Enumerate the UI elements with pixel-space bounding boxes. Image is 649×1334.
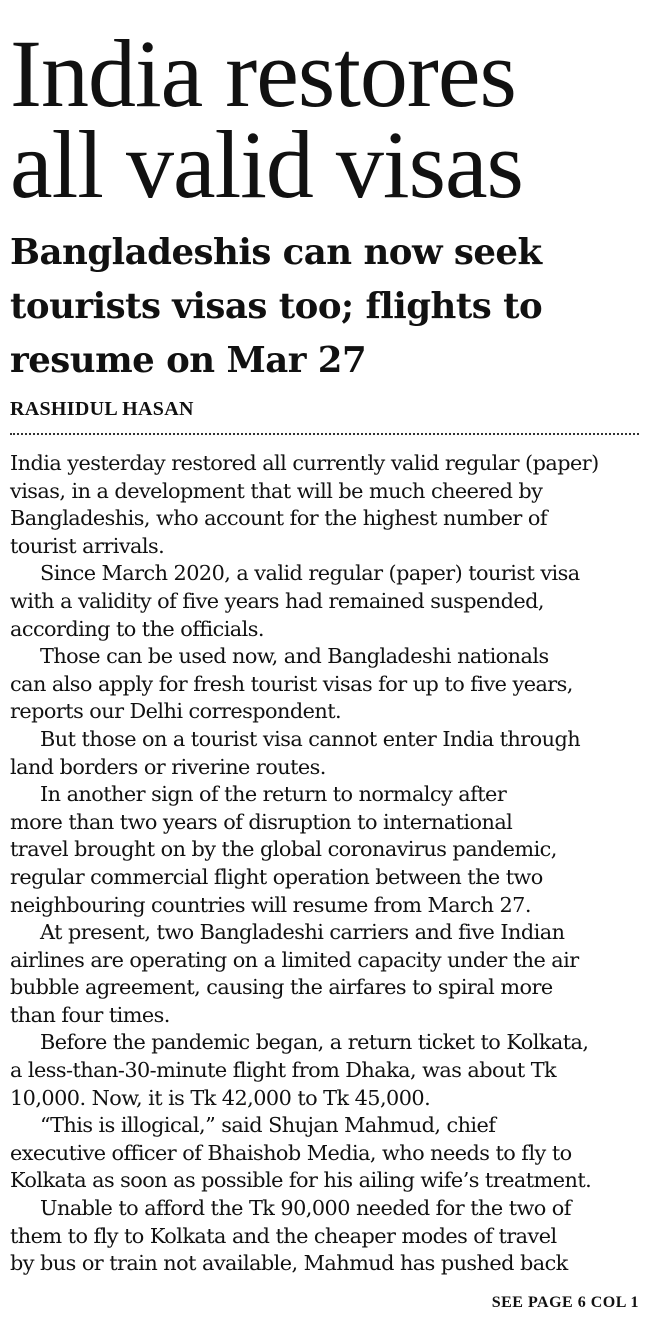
- subheadline: [10, 226, 649, 388]
- paragraph-line: a less-than-30-minute flight from Dhaka, was about Tk: [10, 1058, 557, 1083]
- paragraph-line: airlines are operating on a limited capacity under the air: [10, 947, 579, 972]
- paragraph-line: reports our Delhi correspondent.: [10, 699, 342, 724]
- article-paragraph: [10, 450, 639, 560]
- headline-line: India restores: [10, 20, 516, 127]
- subheadline-line: tourists visas too; flights to: [10, 286, 543, 327]
- paragraph-line: more than two years of disruption to international: [10, 809, 513, 834]
- paragraph-line: according to the officials.: [10, 616, 264, 641]
- paragraph-line: Bangladeshis, who account for the highest number of: [10, 506, 547, 531]
- article-paragraph: [10, 726, 639, 781]
- continued-on-label: SEE PAGE 6 COL 1: [491, 1294, 639, 1311]
- paragraph-line: Kolkata as soon as possible for his ailing wife’s treatment.: [10, 1168, 592, 1193]
- paragraph-line: tourist arrivals.: [10, 533, 165, 558]
- paragraph-line: visas, in a development that will be much cheered by: [10, 478, 543, 503]
- subheadline-line: resume on Mar 27: [10, 340, 367, 381]
- dotted-divider: [10, 433, 639, 435]
- paragraph-line: Since March 2020, a valid regular (paper) tourist visa: [40, 561, 580, 586]
- paragraph-line: Those can be used now, and Bangladeshi nationals: [40, 644, 549, 669]
- paragraph-line: But those on a tourist visa cannot enter India through: [40, 726, 581, 751]
- paragraph-line: by bus or train not available, Mahmud has pushed back: [10, 1251, 568, 1276]
- paragraph-line: than four times.: [10, 1002, 170, 1027]
- paragraph-line: neighbouring countries will resume from March 27.: [10, 892, 531, 917]
- subheadline-line: Bangladeshis can now seek: [10, 232, 542, 273]
- byline: RASHIDUL HASAN: [10, 398, 194, 420]
- paragraph-line: travel brought on by the global coronavirus pandemic,: [10, 837, 557, 862]
- paragraph-line: India yesterday restored all currently valid regular (paper): [10, 451, 599, 475]
- article-paragraph: [10, 1195, 639, 1278]
- paragraph-line: can also apply for fresh tourist visas for up to five years,: [10, 671, 573, 696]
- article-body: [10, 450, 639, 1278]
- article-paragraph: [10, 643, 639, 726]
- article-paragraph: [10, 1029, 639, 1112]
- paragraph-line: “This is illogical,” said Shujan Mahmud, chief: [40, 1113, 496, 1138]
- article-paragraph: [10, 560, 639, 643]
- paragraph-line: executive officer of Bhaishob Media, who needs to fly to: [10, 1140, 572, 1165]
- article-paragraph: [10, 919, 639, 1029]
- headline-line: all valid visas: [10, 111, 523, 218]
- paragraph-line: with a validity of five years had remained suspended,: [10, 588, 544, 613]
- paragraph-line: At present, two Bangladeshi carriers and five Indian: [40, 920, 565, 945]
- paragraph-line: In another sign of the return to normalcy after: [40, 782, 507, 807]
- paragraph-line: them to fly to Kolkata and the cheaper modes of travel: [10, 1223, 557, 1248]
- paragraph-line: 10,000. Now, it is Tk 42,000 to Tk 45,000.: [10, 1085, 431, 1110]
- paragraph-line: land borders or riverine routes.: [10, 754, 326, 779]
- paragraph-line: Before the pandemic began, a return ticket to Kolkata,: [40, 1030, 589, 1055]
- paragraph-line: regular commercial flight operation between the two: [10, 864, 543, 889]
- headline: [10, 20, 649, 218]
- article-paragraph: [10, 1112, 639, 1195]
- paragraph-line: bubble agreement, causing the airfares to spiral more: [10, 975, 553, 1000]
- article-paragraph: [10, 781, 639, 919]
- paragraph-line: Unable to afford the Tk 90,000 needed for the two of: [40, 1196, 571, 1221]
